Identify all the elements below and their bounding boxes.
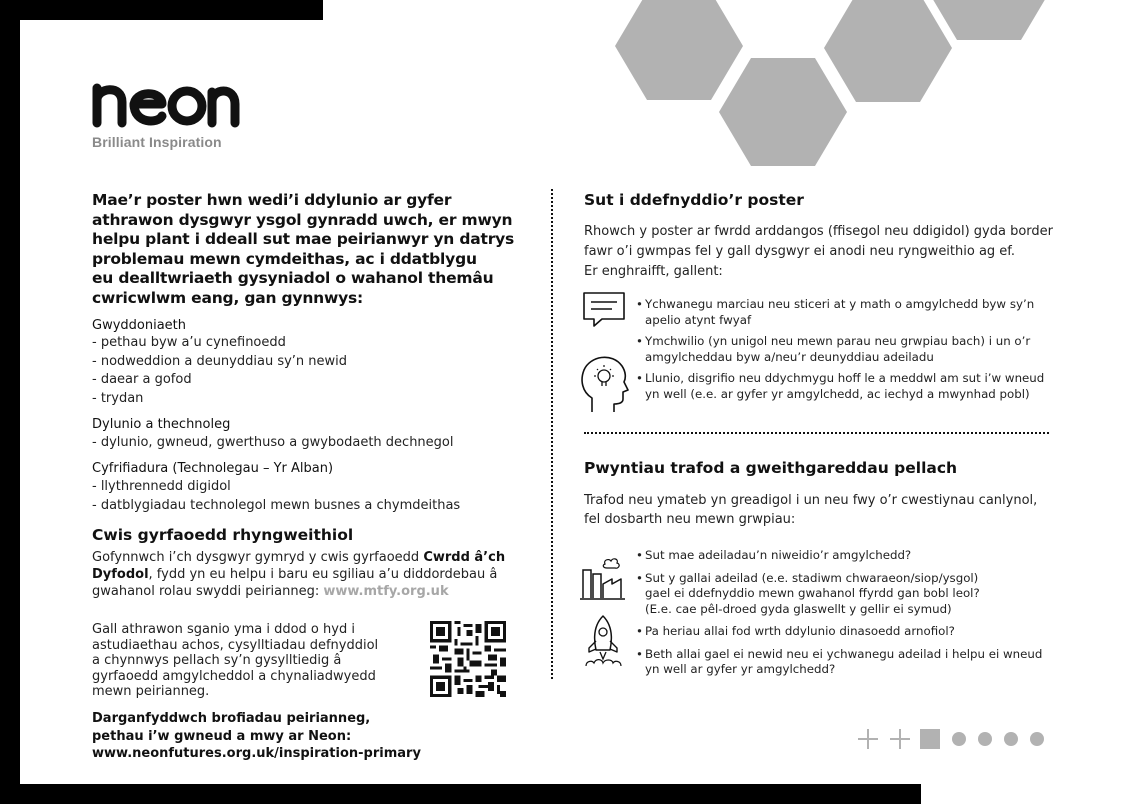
quiz-heading: Cwis gyrfaoedd rhyngweithiol: [92, 526, 354, 544]
dot-marker: [1030, 732, 1044, 746]
hexagon: [719, 58, 847, 166]
quiz-text-part: , fydd yn eu helpu i baru eu sgiliau a’u diddordebau â: [148, 567, 498, 582]
discussion-heading: Pwyntiau trafod a gweithgareddau pellach: [584, 459, 958, 477]
list-item: • Llunio, disgrifio neu ddychmygu hoff le a meddwl am sut i’w wneud yn well (e.e. ar gyfer yr amgylchedd, ac iechyd a mwynhad pobl): [636, 371, 1045, 401]
scan-line: Gall athrawon sganio yma i ddod o hyd i: [92, 622, 355, 637]
quiz-name: Cwrdd â’ch: [423, 550, 506, 565]
how-to-use-line: Er enghraifft, gallent:: [584, 264, 723, 279]
quiz-link[interactable]: www.mtfy.org.uk: [323, 584, 449, 599]
column-divider: [551, 189, 553, 679]
section-divider: [584, 432, 1049, 434]
list-item: • Sut y gallai adeilad (e.e. stadiwm chwaraeon/siop/ysgol) gael ei ddefnyddio mewn gwahanol ffyrdd gan bobl leol? (E.e. cae pêl-droed gyda glaswellt y gellir ei symud): [636, 570, 980, 616]
dot-marker: [1004, 732, 1018, 746]
list-item: - pethau byw a’u cynefinoedd: [92, 335, 286, 350]
how-to-use-text: [584, 222, 1053, 282]
square-marker: [920, 729, 940, 749]
list-item: • Ymchwilio (yn unigol neu mewn parau neu grwpiau bach) i un o’r amgylcheddau byw a/neu’r deunyddiau adeiladu: [636, 334, 1031, 364]
discussion-text: [584, 491, 1037, 529]
list-item: • Sut mae adeiladau’n niweidio’r amgylchedd?: [636, 548, 912, 562]
list-item: - daear a gofod: [92, 372, 192, 387]
brand-tagline: Brilliant Inspiration: [92, 134, 222, 150]
intro-line: cwricwlwm eang, gan gynnwys:: [92, 288, 364, 307]
qr-code[interactable]: [430, 621, 506, 697]
decorative-page-markers: [856, 728, 1056, 752]
topic-heading-science: Gwyddoniaeth: [92, 318, 187, 333]
quiz-text: [92, 549, 505, 600]
list-item: - nodweddion a deunyddiau sy’n newid: [92, 353, 348, 369]
intro-line: problemau mewn cymdeithas, ac i ddatblygu: [92, 249, 477, 268]
scan-text: [92, 622, 378, 700]
discover-link[interactable]: www.neonfutures.org.uk/inspiration-primary: [92, 746, 421, 761]
discover-line: pethau i’w gwneud a mwy ar Neon:: [92, 728, 352, 744]
list-item: • Ychwanegu marciau neu sticeri at y math o amgylchedd byw sy’n apelio atynt fwyaf: [636, 297, 1035, 327]
intro-line: Mae’r poster hwn wedi’i ddylunio ar gyfer: [92, 191, 452, 209]
quiz-text-part: gwahanol rolau swyddi peirianneg:: [92, 584, 324, 599]
list-item: • Pa heriau allai fod wrth ddylunio dinasoedd arnofiol?: [636, 624, 955, 638]
scan-line: gyrfaoedd amgylcheddol a chynaliadwyedd: [92, 668, 376, 684]
dot-marker: [952, 732, 966, 746]
chat-icon: [582, 291, 628, 329]
list-item: - dylunio, gwneud, gwerthuso a gwybodaeth dechnegol: [92, 435, 454, 450]
discussion-bullets: [636, 548, 1042, 678]
discussion-line: Trafod neu ymateb yn greadigol i un neu fwy o’r cwestiynau canlynol,: [584, 493, 1038, 508]
how-to-use-line: fawr o’i gwmpas fel y gall dysgwyr ei anodi neu ryngweithio ag ef.: [584, 244, 1016, 259]
usage-bullets: [636, 297, 1044, 402]
intro-text: [92, 191, 522, 308]
topic-heading-design: Dylunio a thechnoleg: [92, 417, 231, 432]
sheet-bottom-edge: [921, 784, 1140, 804]
list-item: • Beth allai gael ei newid neu ei ychwanegu adeilad i helpu ei wneud yn well ar gyfer yr amgylchedd?: [636, 646, 1043, 676]
discover-line: Darganfyddwch brofiadau peirianneg,: [92, 711, 371, 726]
discussion-line: fel dosbarth neu mewn grwpiau:: [584, 512, 796, 527]
thinking-head-icon: [578, 352, 630, 414]
how-to-use-line: Rhowch y poster ar fwrdd arddangos (ffisegol neu ddigidol) gyda border: [584, 224, 1054, 239]
quiz-text-part: Gofynnwch i’ch dysgwyr gymryd y cwis gyrfaoedd: [92, 550, 424, 565]
intro-line: athrawon dysgwyr ysgol gynradd uwch, er mwyn: [92, 210, 513, 229]
how-to-use-heading: Sut i ddefnyddio’r poster: [584, 191, 804, 209]
topic-list-computing: [92, 478, 460, 515]
factory-icon: [579, 556, 627, 602]
scan-line: a chynnwys pellach sy’n gysylltiedig â: [92, 653, 342, 668]
list-item: - datblygiadau technolegol mewn busnes a chymdeithas: [92, 497, 461, 513]
discover-text: [92, 710, 421, 763]
hexagon-pattern: [600, 0, 1140, 170]
intro-line: eu dealltwriaeth gysyniadol o wahanol themâu: [92, 269, 494, 287]
rocket-icon: [582, 614, 624, 670]
list-item: - llythrennedd digidol: [92, 479, 231, 494]
neon-logo: [92, 78, 242, 130]
dot-marker: [978, 732, 992, 746]
topic-list-science: [92, 334, 347, 408]
topic-heading-computing: Cyfrifiadura (Technolegau – Yr Alban): [92, 461, 334, 476]
list-item: - trydan: [92, 390, 144, 406]
scan-line: astudiaethau achos, cysylltiadau defnyddiol: [92, 637, 379, 653]
scan-line: mewn peirianneg.: [92, 684, 210, 699]
quiz-name: Dyfodol: [92, 567, 149, 582]
topic-list-design: [92, 434, 454, 453]
intro-line: helpu plant i ddeall sut mae peirianwyr yn datrys: [92, 230, 515, 248]
